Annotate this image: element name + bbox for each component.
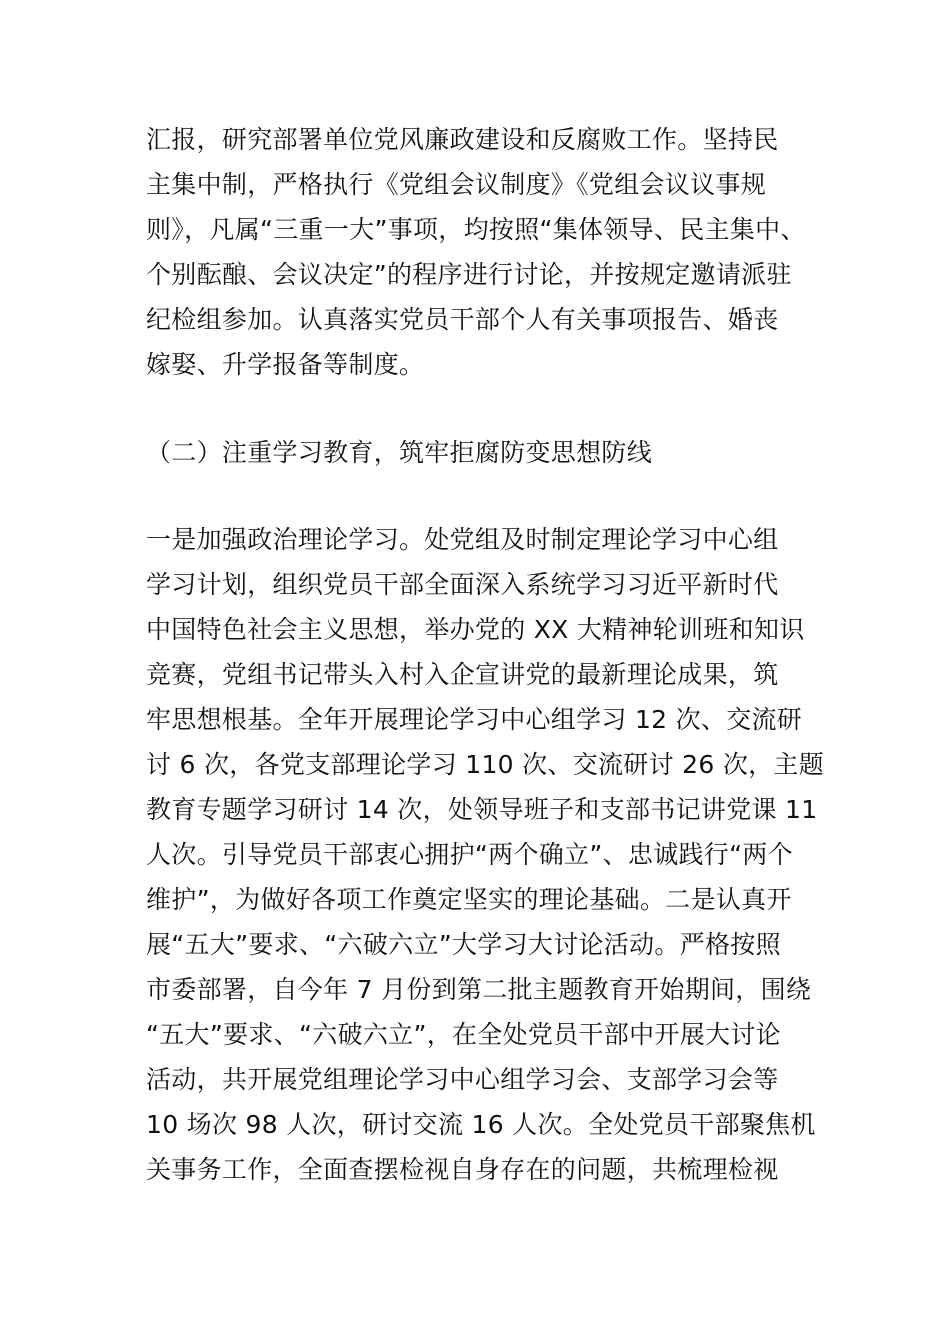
paragraph-line: 10 场次 98 人次，研讨交流 16 人次。全处党员干部聚焦机 <box>146 1110 816 1139</box>
paragraph-line: 纪检组参加。认真落实党员干部个人有关事项报告、婚丧 <box>146 305 779 334</box>
section-heading <box>146 430 816 475</box>
paragraph-study-education <box>146 517 825 1192</box>
paragraph-line: 个别酝酿、会议决定”的程序进行讨论，并按规定邀请派驻 <box>146 260 792 289</box>
paragraph-line: 活动，共开展党组理论学习中心组学习会、支部学习会等 <box>146 1065 779 1094</box>
paragraph-line: 讨 6 次，各党支部理论学习 110 次、交流研讨 26 次，主题 <box>146 750 825 779</box>
paragraph-line: 人次。引导党员干部衷心拥护“两个确立”、忠诚践行“两个 <box>146 840 793 869</box>
paragraph-line: “五大”要求、“六破六立”，在全处党员干部中开展大讨论 <box>146 1020 781 1049</box>
paragraph-line: 牢思想根基。全年开展理论学习中心组学习 12 次、交流研 <box>146 705 803 734</box>
paragraph-line: 关事务工作，全面查摆检视自身存在的问题，共梳理检视 <box>146 1155 779 1184</box>
paragraph-line: 展“五大”要求、“六破六立”大学习大讨论活动。严格按照 <box>146 930 781 959</box>
paragraph-line: 则》，凡属“三重一大”事项，均按照“集体领导、民主集中、 <box>146 215 806 244</box>
paragraph-line: 竞赛，党组书记带头入村入企宣讲党的最新理论成果，筑 <box>146 660 779 689</box>
paragraph-line: 市委部署，自今年 7 月份到第二批主题教育开始期间，围绕 <box>146 975 812 1004</box>
paragraph-line: 主集中制，严格执行《党组会议制度》《党组会议议事规 <box>146 170 767 199</box>
paragraph-party-conduct <box>146 117 816 387</box>
paragraph-line: 一是加强政治理论学习。处党组及时制定理论学习中心组 <box>146 525 779 554</box>
paragraph-line: 教育专题学习研讨 14 次，处领导班子和支部书记讲党课 11 <box>146 795 818 824</box>
paragraph-line: 维护”，为做好各项工作奠定坚实的理论基础。二是认真开 <box>146 885 792 914</box>
section-heading-text: （二）注重学习教育，筑牢拒腐防变思想防线 <box>146 438 653 467</box>
paragraph-line: 汇报，研究部署单位党风廉政建设和反腐败工作。坚持民 <box>146 125 779 154</box>
paragraph-line: 嫁娶、升学报备等制度。 <box>146 350 425 379</box>
paragraph-line: 中国特色社会主义思想，举办党的 XX 大精神轮训班和知识 <box>146 615 805 644</box>
paragraph-line: 学习计划，组织党员干部全面深入系统学习习近平新时代 <box>146 570 779 599</box>
